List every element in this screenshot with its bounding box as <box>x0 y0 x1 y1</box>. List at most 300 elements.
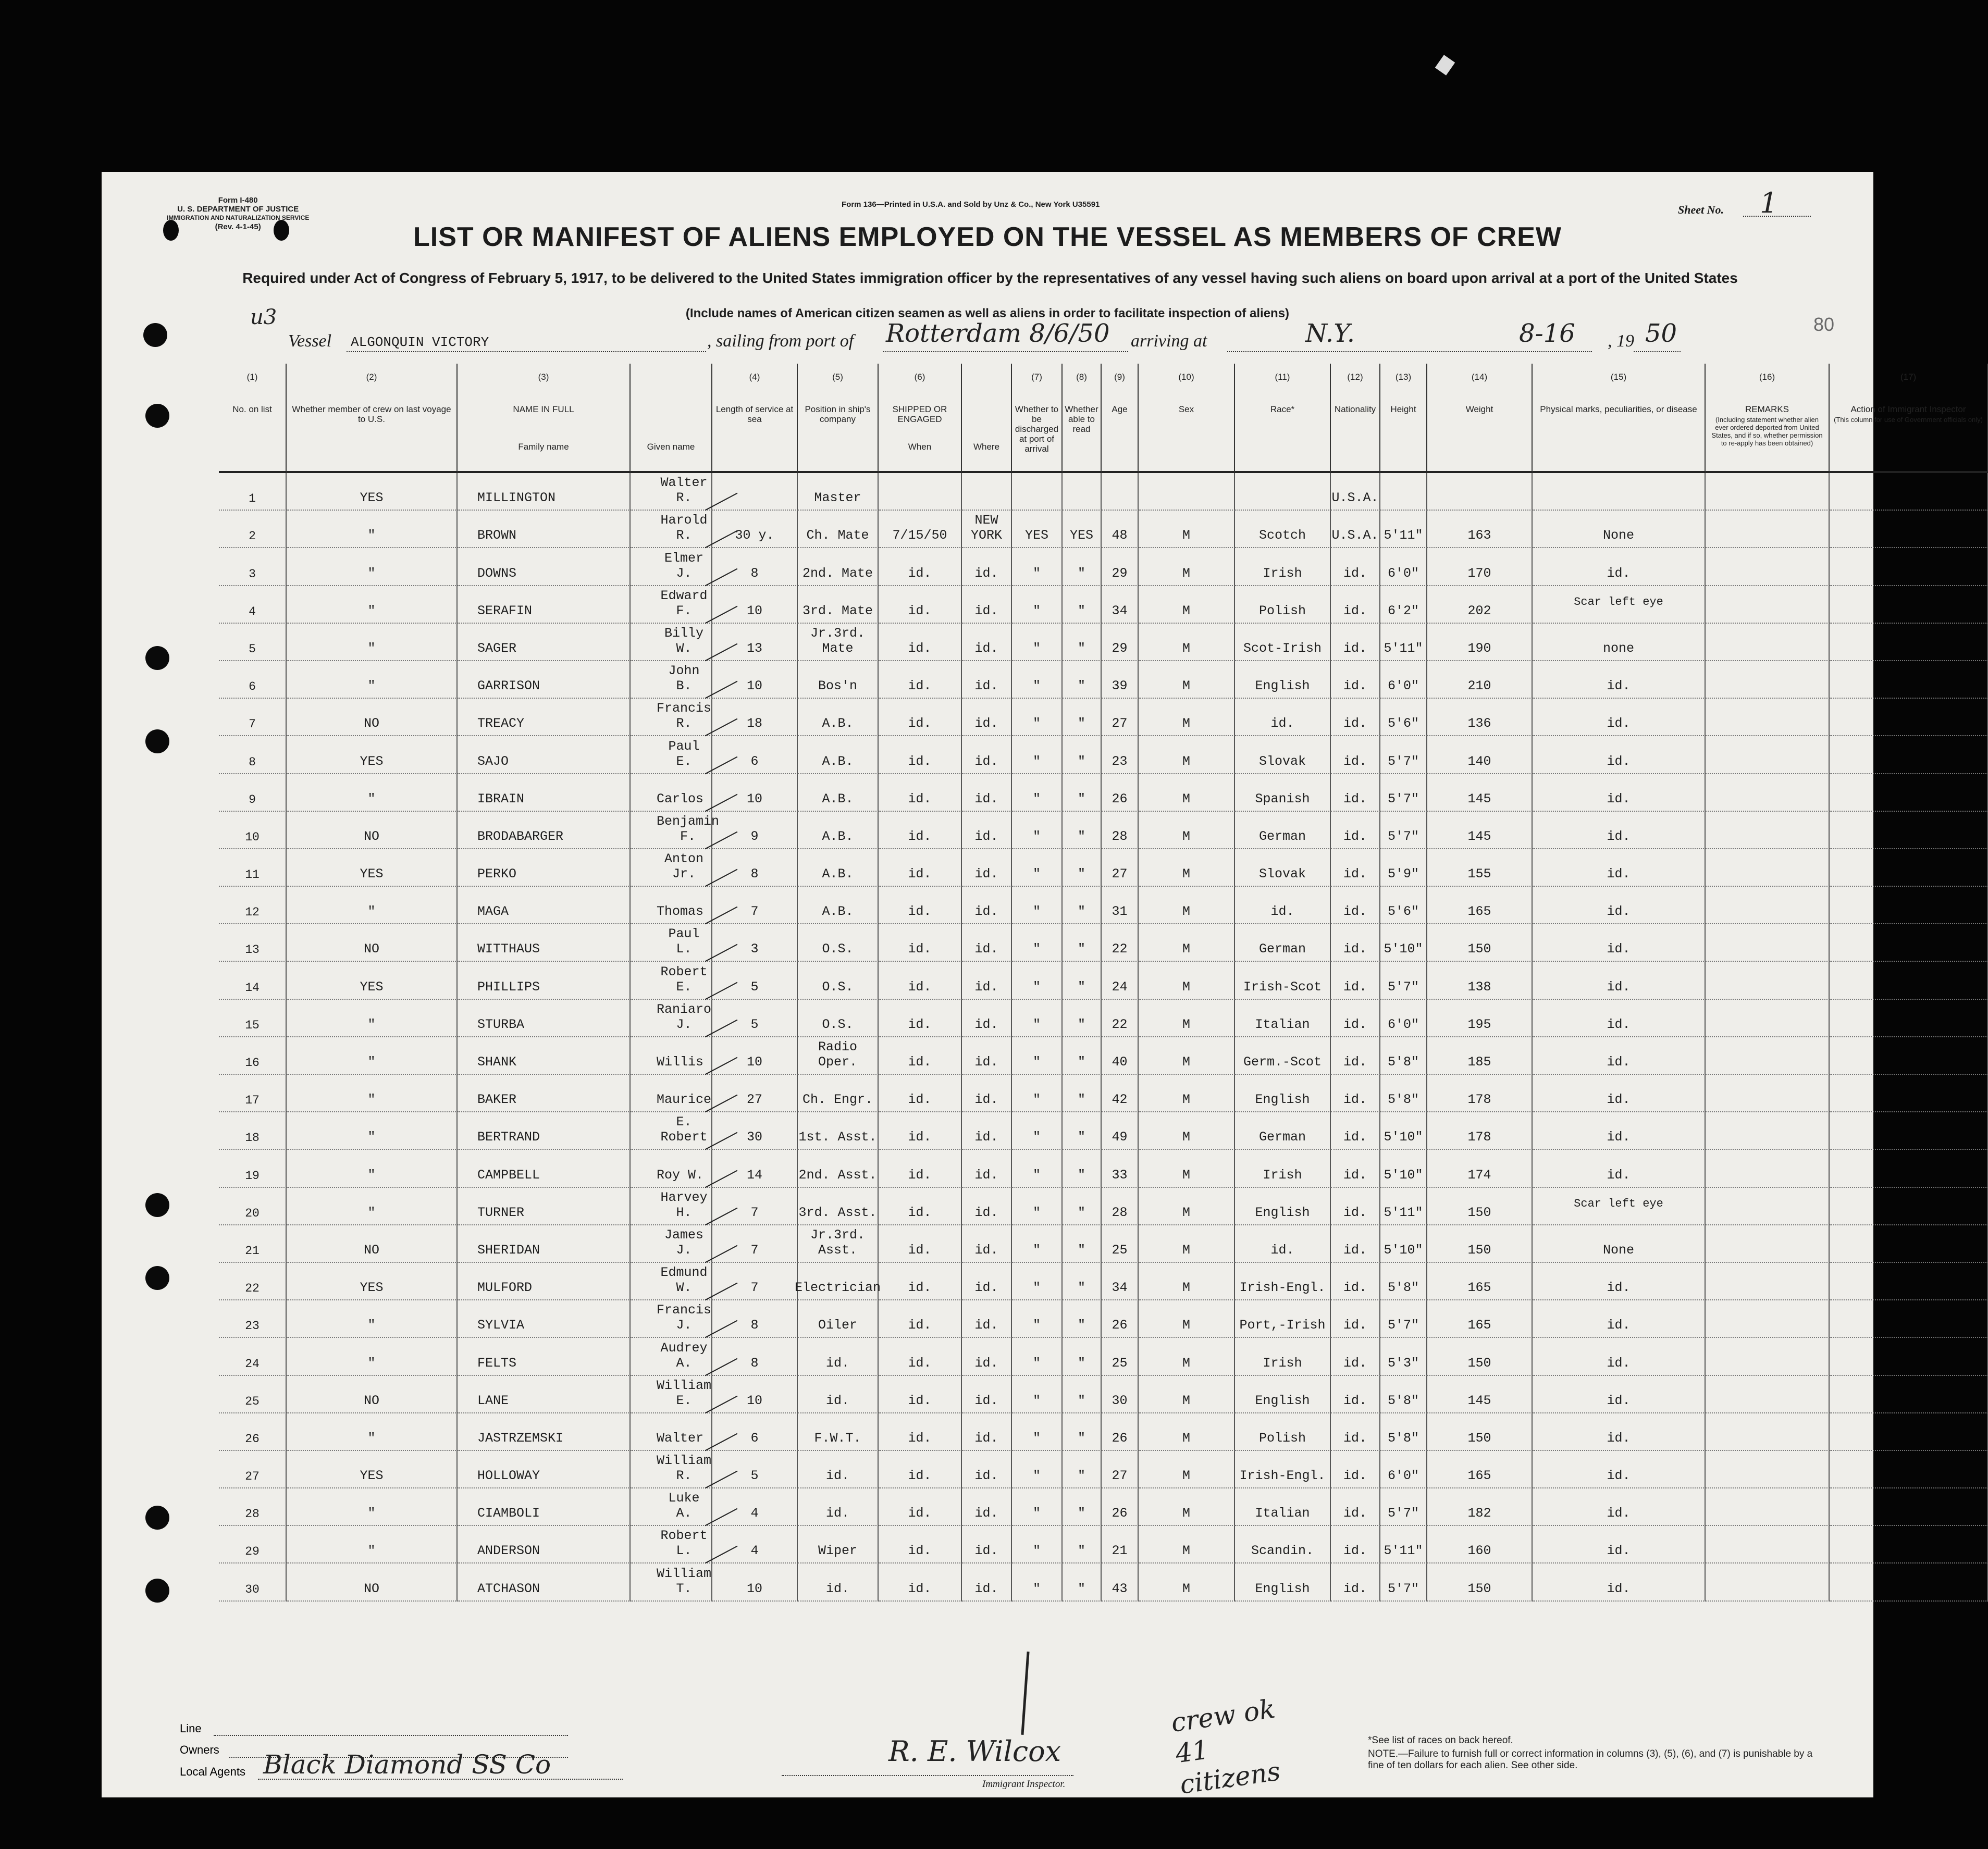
sex <box>1139 962 1235 999</box>
family-name-value: BROWN <box>477 528 517 543</box>
shipped-when <box>879 1451 962 1488</box>
nationality <box>1331 849 1380 887</box>
nationality <box>1331 887 1380 924</box>
discharged-value: " <box>1032 1167 1041 1183</box>
weight-value: 185 <box>1467 1054 1491 1070</box>
family-name-value: WITTHAUS <box>477 941 540 957</box>
race-value: Irish <box>1263 1167 1302 1183</box>
height-value: 5'8" <box>1387 1280 1419 1296</box>
sex <box>1139 661 1235 699</box>
inspector-action <box>1830 699 1988 736</box>
age-value: 31 <box>1112 904 1128 920</box>
family-name-value: JASTRZEMSKI <box>477 1430 564 1446</box>
row-number-value: 6 <box>249 680 256 694</box>
weight-value: 178 <box>1467 1092 1491 1108</box>
sex <box>1139 586 1235 624</box>
given-name-value: Edmund W. <box>660 1265 708 1296</box>
shipped-when <box>879 1188 962 1225</box>
position-value: Master <box>814 490 861 506</box>
able-to-read-value: " <box>1077 640 1085 656</box>
previous-voyage-value: YES <box>360 753 384 769</box>
age-value: 28 <box>1112 828 1128 844</box>
row-number-value: 5 <box>249 642 256 656</box>
age-value: 26 <box>1112 791 1128 806</box>
race <box>1235 548 1331 586</box>
age <box>1102 1263 1139 1300</box>
family-name-value: SYLVIA <box>477 1318 525 1333</box>
remarks <box>1706 1188 1830 1225</box>
sex <box>1139 812 1235 849</box>
column-label: Race* <box>1270 404 1295 414</box>
sex-value: M <box>1182 904 1190 920</box>
age-value: 33 <box>1112 1167 1128 1183</box>
discharged <box>1012 1451 1063 1488</box>
inspector-label: Immigrant Inspector. <box>982 1779 1066 1790</box>
nationality <box>1331 812 1380 849</box>
able-to-read <box>1063 1338 1102 1375</box>
column-label: Position in ship's company <box>805 404 871 424</box>
given-name <box>631 1526 712 1563</box>
length-of-service-value: 8 <box>750 565 759 581</box>
able-to-read <box>1063 736 1102 774</box>
position <box>798 924 879 962</box>
shipped-where-value: id. <box>974 1167 998 1183</box>
shipped-when-value: 7/15/50 <box>892 528 947 543</box>
weight-value: 145 <box>1467 828 1491 844</box>
age <box>1102 624 1139 661</box>
inspector-action <box>1830 962 1988 999</box>
left-margin <box>102 1263 219 1300</box>
discharged <box>1012 1263 1063 1300</box>
nationality-value: id. <box>1343 866 1367 882</box>
age-value: 26 <box>1112 1506 1128 1521</box>
discharged <box>1012 1075 1063 1112</box>
family-name-value: CIAMBOLI <box>477 1506 540 1521</box>
column-number: (15) <box>1610 372 1627 382</box>
sheet-number: 1 <box>1760 187 1778 219</box>
previous-voyage <box>287 812 458 849</box>
height <box>1380 548 1427 586</box>
row-number-value: 23 <box>245 1319 260 1333</box>
column-number: (7) <box>1031 372 1042 382</box>
previous-voyage-value: YES <box>360 490 384 506</box>
age-value: 49 <box>1112 1130 1128 1145</box>
able-to-read <box>1063 586 1102 624</box>
length-of-service <box>712 1225 798 1263</box>
weight <box>1427 812 1533 849</box>
left-margin <box>102 1188 219 1225</box>
nationality-value: id. <box>1343 1280 1367 1296</box>
weight <box>1427 774 1533 812</box>
weight-value: 190 <box>1467 640 1491 656</box>
height <box>1380 473 1427 511</box>
discharged <box>1012 1526 1063 1563</box>
remarks <box>1706 1037 1830 1075</box>
position <box>798 661 879 699</box>
able-to-read <box>1063 473 1102 511</box>
sex-value: M <box>1182 1092 1190 1108</box>
length-of-service <box>712 887 798 924</box>
discharged-value: " <box>1032 1318 1041 1333</box>
physical-marks <box>1533 1112 1706 1150</box>
nationality <box>1331 624 1380 661</box>
able-to-read-value: " <box>1077 828 1085 844</box>
discharged <box>1012 1413 1063 1451</box>
row-number <box>219 1300 287 1338</box>
row-number <box>219 1413 287 1451</box>
height <box>1380 1075 1427 1112</box>
able-to-read-value: " <box>1077 866 1085 882</box>
able-to-read-value: " <box>1077 1130 1085 1145</box>
previous-voyage <box>287 1451 458 1488</box>
discharged <box>1012 624 1063 661</box>
sex <box>1139 1112 1235 1150</box>
sex <box>1139 624 1235 661</box>
race <box>1235 1075 1331 1112</box>
shipped-when-value: id. <box>908 1430 932 1446</box>
physical-marks <box>1533 661 1706 699</box>
able-to-read <box>1063 1263 1102 1300</box>
arriving-label: arriving at <box>1131 331 1207 351</box>
physical-marks-value: id. <box>1607 1167 1631 1183</box>
discharged <box>1012 1112 1063 1150</box>
weight-value: 165 <box>1467 1468 1491 1484</box>
height-value: 5'7" <box>1387 979 1419 995</box>
shipped-when-value: id. <box>908 1318 932 1333</box>
family-name-value: PHILLIPS <box>477 979 540 995</box>
column-detail: (This column for use of Government officials only) <box>1834 416 1983 424</box>
shipped-where <box>962 699 1012 736</box>
remarks <box>1706 1338 1830 1375</box>
sex-value: M <box>1182 1355 1190 1371</box>
able-to-read-value: YES <box>1069 528 1093 543</box>
race-value: Scot-Irish <box>1243 640 1322 656</box>
prefix-note: u3 <box>250 305 277 329</box>
weight <box>1427 1075 1533 1112</box>
column-label: NAME IN FULL <box>513 404 574 414</box>
race-value: English <box>1255 1205 1310 1220</box>
weight <box>1427 586 1533 624</box>
sex <box>1139 1563 1235 1601</box>
previous-voyage <box>287 924 458 962</box>
physical-marks-value: id. <box>1607 1280 1631 1296</box>
able-to-read <box>1063 511 1102 548</box>
given-name <box>631 1451 712 1488</box>
shipped-where <box>962 849 1012 887</box>
weight-value: 150 <box>1467 1355 1491 1371</box>
able-to-read <box>1063 1300 1102 1338</box>
weight-value: 138 <box>1467 979 1491 995</box>
previous-voyage <box>287 473 458 511</box>
column-number: (12) <box>1347 372 1363 382</box>
height-value: 5'10" <box>1384 1130 1423 1145</box>
previous-voyage <box>287 1000 458 1037</box>
family-name <box>458 1263 631 1300</box>
age-value: 30 <box>1112 1393 1128 1408</box>
age-value: 26 <box>1112 1318 1128 1333</box>
discharged <box>1012 1376 1063 1413</box>
left-margin <box>102 1150 219 1187</box>
length-of-service-value: 8 <box>750 1318 759 1333</box>
weight <box>1427 1188 1533 1225</box>
length-of-service <box>712 924 798 962</box>
given-name <box>631 1000 712 1037</box>
row-number <box>219 1150 287 1187</box>
nationality <box>1331 924 1380 962</box>
remarks <box>1706 661 1830 699</box>
nationality-value: id. <box>1343 1581 1367 1596</box>
row-number-value: 15 <box>245 1018 260 1032</box>
previous-voyage-value: YES <box>360 979 384 995</box>
previous-voyage-value: " <box>367 1506 376 1521</box>
weight <box>1427 849 1533 887</box>
column-detail: (Including statement whether alien ever ordered deported from United States, and if so, whether permission to re-apply has been obtained) <box>1711 416 1823 447</box>
height <box>1380 1526 1427 1563</box>
previous-voyage <box>287 1225 458 1263</box>
position-value: 1st. Asst. <box>798 1130 877 1145</box>
remarks <box>1706 962 1830 999</box>
shipped-where-value: id. <box>974 979 998 995</box>
nationality-value: id. <box>1343 565 1367 581</box>
length-of-service-value: 7 <box>750 1205 759 1220</box>
family-name <box>458 1413 631 1451</box>
shipped-where <box>962 1037 1012 1075</box>
family-name <box>458 586 631 624</box>
sex <box>1139 1000 1235 1037</box>
position-value: Radio Oper. <box>818 1039 857 1070</box>
shipped-where-value: id. <box>974 603 998 618</box>
nationality <box>1331 1000 1380 1037</box>
physical-marks-value: id. <box>1607 1092 1631 1108</box>
left-margin <box>102 924 219 962</box>
line-label: Line <box>180 1722 202 1735</box>
position-value: id. <box>825 1468 849 1484</box>
race-value: Polish <box>1258 603 1306 618</box>
shipped-when <box>879 699 962 736</box>
discharged-value: " <box>1032 1430 1041 1446</box>
discharged-value: " <box>1032 1016 1041 1032</box>
length-of-service <box>712 1000 798 1037</box>
height <box>1380 699 1427 736</box>
shipped-when <box>879 1225 962 1263</box>
remarks <box>1706 624 1830 661</box>
shipped-when-value: id. <box>908 1167 932 1183</box>
vessel-name: ALGONQUIN VICTORY <box>351 334 489 350</box>
discharged <box>1012 1000 1063 1037</box>
length-of-service-value: 27 <box>746 1092 762 1108</box>
length-of-service-value: 10 <box>746 1393 762 1408</box>
remarks <box>1706 1413 1830 1451</box>
able-to-read <box>1063 924 1102 962</box>
shipped-where-value: id. <box>974 1242 998 1258</box>
family-name <box>458 1000 631 1037</box>
length-of-service <box>712 1526 798 1563</box>
length-of-service-value: 10 <box>746 678 762 694</box>
weight-value: 155 <box>1467 866 1491 882</box>
shipped-where <box>962 1075 1012 1112</box>
shipped-when <box>879 887 962 924</box>
discharged <box>1012 1188 1063 1225</box>
position <box>798 849 879 887</box>
discharged-value: " <box>1032 678 1041 694</box>
physical-marks <box>1533 774 1706 812</box>
position-value: A.B. <box>822 716 854 731</box>
age-value: 22 <box>1112 941 1128 957</box>
sex-value: M <box>1182 753 1190 769</box>
shipped-where-value: id. <box>974 1543 998 1559</box>
length-of-service-value: 4 <box>750 1543 759 1559</box>
row-number <box>219 1075 287 1112</box>
length-of-service <box>712 1075 798 1112</box>
length-of-service-value: 6 <box>750 753 759 769</box>
discharged-value: " <box>1032 753 1041 769</box>
able-to-read <box>1063 1150 1102 1187</box>
family-name-value: STURBA <box>477 1016 525 1032</box>
row-number-value: 25 <box>245 1394 260 1408</box>
length-of-service <box>712 1338 798 1375</box>
nationality <box>1331 1188 1380 1225</box>
length-of-service-value: 8 <box>750 866 759 882</box>
able-to-read-value: " <box>1077 1054 1085 1070</box>
sex <box>1139 1300 1235 1338</box>
shipped-where-value: id. <box>974 678 998 694</box>
family-name <box>458 548 631 586</box>
row-number <box>219 736 287 774</box>
column-number: (8) <box>1076 372 1087 382</box>
age-value: 43 <box>1112 1581 1128 1596</box>
left-margin <box>102 736 219 774</box>
position-value: Jr.3rd. Asst. <box>810 1227 866 1258</box>
weight-value: 165 <box>1467 904 1491 920</box>
weight-value: 182 <box>1467 1506 1491 1521</box>
height-value: 5'8" <box>1387 1393 1419 1408</box>
age-value: 27 <box>1112 716 1128 731</box>
row-number-value: 22 <box>245 1282 260 1296</box>
left-margin <box>102 1451 219 1488</box>
column-header <box>712 364 798 473</box>
physical-marks <box>1533 1188 1706 1225</box>
column-number: (6) <box>914 372 925 382</box>
race-value: Irish <box>1263 1355 1302 1371</box>
weight <box>1427 1000 1533 1037</box>
left-margin <box>102 1338 219 1375</box>
shipped-when <box>879 586 962 624</box>
column-number: (14) <box>1471 372 1488 382</box>
age-value: 48 <box>1112 528 1128 543</box>
given-name <box>631 1150 712 1187</box>
shipped-when <box>879 624 962 661</box>
able-to-read-value: " <box>1077 1430 1085 1446</box>
row-number <box>219 1263 287 1300</box>
remarks <box>1706 1376 1830 1413</box>
column-number: (3) <box>538 372 549 382</box>
discharged <box>1012 1037 1063 1075</box>
family-name <box>458 661 631 699</box>
previous-voyage-value: NO <box>363 1581 379 1596</box>
discharged <box>1012 812 1063 849</box>
shipped-when <box>879 924 962 962</box>
length-of-service <box>712 1413 798 1451</box>
header-cell-spacer <box>962 364 1012 473</box>
nationality-value: id. <box>1343 640 1367 656</box>
height <box>1380 774 1427 812</box>
height <box>1380 736 1427 774</box>
age <box>1102 1225 1139 1263</box>
row-number <box>219 1526 287 1563</box>
physical-marks <box>1533 1263 1706 1300</box>
family-name <box>458 887 631 924</box>
discharged-value: " <box>1032 1468 1041 1484</box>
weight <box>1427 699 1533 736</box>
family-name <box>458 473 631 511</box>
given-name <box>631 699 712 736</box>
shipped-when-value: id. <box>908 640 932 656</box>
left-margin <box>102 699 219 736</box>
able-to-read-value: " <box>1077 565 1085 581</box>
nationality-value: id. <box>1343 1393 1367 1408</box>
remarks <box>1706 736 1830 774</box>
shipped-when-value: id. <box>908 1543 932 1559</box>
given-name-value: Walter R. <box>660 475 708 506</box>
shipped-when-value: id. <box>908 866 932 882</box>
row-number-value: 24 <box>245 1357 260 1371</box>
discharged-value: " <box>1032 1092 1041 1108</box>
row-number-value: 2 <box>249 529 256 543</box>
row-number-value: 1 <box>249 492 256 506</box>
length-of-service-value: 13 <box>746 640 762 656</box>
row-number <box>219 849 287 887</box>
position <box>798 1376 879 1413</box>
nationality-value: id. <box>1343 1016 1367 1032</box>
agents-label: Local Agents <box>180 1765 245 1778</box>
previous-voyage <box>287 1188 458 1225</box>
length-of-service <box>712 1112 798 1150</box>
previous-voyage-value: " <box>367 1130 376 1145</box>
family-name <box>458 1300 631 1338</box>
given-name-value: William T. <box>657 1566 712 1596</box>
position-value: A.B. <box>822 866 854 882</box>
shipped-where <box>962 774 1012 812</box>
given-name <box>631 1338 712 1375</box>
physical-marks-value: id. <box>1607 979 1631 995</box>
discharged-value: " <box>1032 828 1041 844</box>
previous-voyage-value: " <box>367 1318 376 1333</box>
inspector-action <box>1830 1338 1988 1375</box>
nationality <box>1331 1112 1380 1150</box>
height-value: 5'11" <box>1384 1543 1423 1559</box>
position <box>798 736 879 774</box>
race-value: id. <box>1270 716 1294 731</box>
height-value: 5'10" <box>1384 1242 1423 1258</box>
able-to-read-value: " <box>1077 1016 1085 1032</box>
position <box>798 1075 879 1112</box>
column-label: REMARKS <box>1745 404 1789 414</box>
race <box>1235 1526 1331 1563</box>
length-of-service <box>712 1188 798 1225</box>
weight-value: 202 <box>1467 603 1491 618</box>
position-value: A.B. <box>822 828 854 844</box>
previous-voyage <box>287 887 458 924</box>
age <box>1102 962 1139 999</box>
age-value: 29 <box>1112 565 1128 581</box>
race <box>1235 1112 1331 1150</box>
nationality <box>1331 1263 1380 1300</box>
crew-table <box>102 364 1983 1838</box>
previous-voyage <box>287 1300 458 1338</box>
sex <box>1139 699 1235 736</box>
previous-voyage-value: " <box>367 1054 376 1070</box>
race <box>1235 661 1331 699</box>
